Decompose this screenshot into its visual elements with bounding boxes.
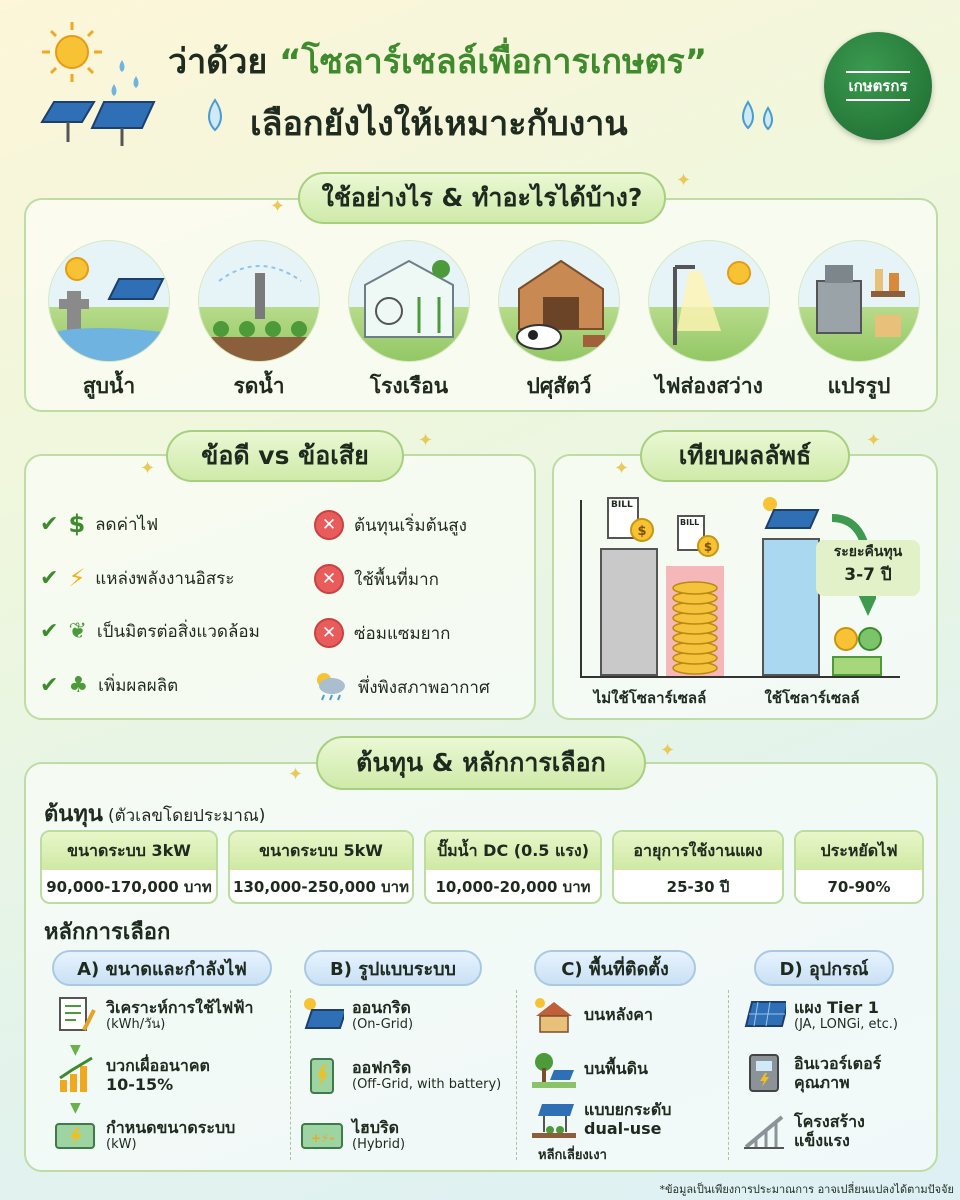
svg-text:+⚡-: +⚡-: [311, 1131, 335, 1145]
principle-sub: (kWh/วัน): [106, 1016, 166, 1032]
coin-icon: [832, 624, 886, 658]
principle-item: [300, 1116, 405, 1154]
sprouts-icon: ♣: [68, 673, 89, 698]
principle-col-title: B) รูปแบบระบบ: [304, 950, 482, 986]
principle-item: [532, 1100, 671, 1138]
use-greenhouse-image: [348, 240, 470, 362]
sparkle-icon: ✦: [866, 430, 882, 451]
cost-box-label: ปั๊มน้ำ DC (0.5 แรง): [426, 832, 600, 870]
principle-label: แผง Tier 1: [794, 997, 879, 1017]
cost-box: [40, 830, 218, 904]
use-label: รดน้ำ: [233, 374, 285, 398]
cost-box-label: ประหยัดไฟ: [796, 832, 922, 870]
principle-col-title: C) พื้นที่ติดตั้ง: [534, 950, 696, 986]
step-arrow-icon: ▼: [70, 1100, 81, 1116]
principle-label: แบบยกระดับ: [584, 1100, 672, 1119]
cost-box: [794, 830, 924, 904]
con-label: ต้นทุนเริ่มต้นสูง: [354, 515, 467, 536]
footnote: *ข้อมูลเป็นเพียงการประมาณการ อาจเปลี่ยนแปลงได้ตามปัจจัย: [659, 1183, 954, 1196]
use-water-pump-image: [48, 240, 170, 362]
principle-item: [300, 1056, 501, 1094]
bill-label: BILL: [611, 500, 633, 510]
principle-label: อินเวอร์เตอร์: [794, 1054, 882, 1073]
pro-label: แหล่งพลังงานอิสระ: [95, 568, 235, 589]
page-title-highlight: “โซลาร์เซลล์เพื่อการเกษตร”: [279, 42, 708, 82]
savings-bar: [832, 656, 882, 676]
principle-label: กำหนดขนาดระบบ: [106, 1117, 236, 1137]
bill-label: BILL: [680, 518, 700, 527]
solar-panel-icon: [742, 996, 786, 1034]
principle-sub: dual-use: [584, 1119, 662, 1139]
use-livestock-image: [498, 240, 620, 362]
sun-solar-panel-icon: [30, 20, 170, 150]
principle-label: บนพื้นดิน: [584, 1059, 648, 1079]
droplet-icon: [200, 96, 230, 140]
divider: [290, 990, 291, 1160]
principle-sub: (JA, LONGi, etc.): [794, 1016, 898, 1032]
sparkle-icon: ✦: [270, 196, 286, 217]
mounting-structure-icon: [742, 1112, 786, 1150]
pro-label: ลดค่าไฟ: [95, 514, 159, 535]
principle-item: [742, 996, 898, 1034]
x-icon: ✕: [314, 564, 344, 594]
use-street-light-image: [648, 240, 770, 362]
check-icon: ✔: [40, 511, 59, 537]
cost-heading: ต้นทุน & หลักการเลือก: [316, 736, 646, 790]
sparkle-icon: ✦: [676, 170, 692, 191]
principle-item: [742, 1112, 865, 1150]
principle-sub: (Hybrid): [352, 1136, 406, 1152]
principle-label: ออนกริด: [352, 997, 411, 1017]
page-title: ว่าด้วย “โซลาร์เซลล์เพื่อการเกษตร”: [168, 42, 708, 82]
use-label: ปศุสัตว์: [526, 374, 592, 398]
principle-item: [742, 1054, 881, 1092]
sparkle-icon: ✦: [660, 740, 676, 761]
principle-item: [300, 996, 413, 1034]
hybrid-battery-icon: [300, 1116, 344, 1154]
cost-box-value: 25-30 ปี: [666, 878, 730, 896]
principle-label: ออฟกริด: [352, 1057, 412, 1077]
con-item: [314, 618, 450, 648]
principle-sub: 10-15%: [106, 1075, 174, 1095]
plant-hand-icon: ❦: [68, 619, 87, 644]
coin-stack-icon: [670, 572, 720, 680]
page-subtitle: เลือกยังไงให้เหมาะกับงาน: [250, 104, 628, 144]
check-icon: ✔: [40, 565, 59, 591]
growth-chart-icon: [54, 1056, 98, 1094]
sparkle-icon: ✦: [418, 430, 434, 451]
cost-box-label: อายุการใช้งานแผง: [614, 832, 782, 870]
compare-heading: เทียบผลลัพธ์: [640, 430, 850, 482]
check-icon: ✔: [40, 673, 59, 698]
principle-item: [54, 1056, 210, 1094]
with-solar-label: ใช้โซลาร์เซลล์: [764, 689, 860, 707]
use-label: สูบน้ำ: [82, 374, 136, 398]
pro-label: เป็นมิตรต่อสิ่งแวดล้อม: [96, 622, 260, 642]
sun-panel-icon: [758, 494, 822, 538]
principle-sub: (kW): [106, 1136, 137, 1152]
avoid-shade-note: หลีกเลี่ยงเงา: [538, 1148, 607, 1163]
pro-item: [40, 618, 260, 645]
con-label: ซ่อมแซมยาก: [354, 623, 451, 644]
sparkle-icon: ✦: [140, 458, 156, 479]
svg-text:$: $: [637, 524, 647, 539]
principle-label: บวกเผื่ออนาคต: [106, 1056, 210, 1075]
x-icon: ✕: [314, 510, 344, 540]
cost-box-value: 70-90%: [827, 878, 891, 896]
cost-box: [612, 830, 784, 904]
step-arrow-icon: ▼: [70, 1042, 81, 1058]
weather-icon: [310, 668, 348, 707]
use-sprinkler-image: [198, 240, 320, 362]
without-solar-label: ไม่ใช้โซลาร์เซลล์: [593, 689, 707, 707]
sparkle-icon: ✦: [614, 458, 630, 479]
inverter-icon: [742, 1054, 786, 1092]
principle-label: โครงสร้าง: [794, 1112, 865, 1131]
use-processing-image: [798, 240, 920, 362]
payback-value: 3-7 ปี: [844, 565, 892, 585]
principle-label: ไฮบริด: [352, 1117, 399, 1137]
principle-sub: (Off-Grid, with battery): [352, 1076, 502, 1092]
pro-item: [40, 672, 178, 699]
header-illustration: [30, 20, 170, 150]
use-label: แปรรูป: [827, 374, 891, 398]
principle-col-title: A) ขนาดและกำลังไฟ: [52, 950, 272, 986]
cost-box-label: ขนาดระบบ 3kW: [42, 832, 216, 870]
dollar-icon: $: [68, 510, 86, 538]
battery-icon: [54, 1116, 98, 1154]
principle-sub: คุณภาพ: [794, 1073, 850, 1093]
house-roof-icon: [532, 996, 576, 1034]
droplet-icon: [734, 96, 780, 146]
with-solar-bar: [762, 538, 820, 676]
principle-item: [532, 996, 653, 1034]
battery-icon: [300, 1056, 344, 1094]
con-label: พึ่งพิงสภาพอากาศ: [358, 678, 490, 698]
principle-label: วิเคราะห์การใช้ไฟฟ้า: [106, 997, 254, 1017]
proscons-heading: ข้อดี vs ข้อเสีย: [166, 430, 404, 482]
notepad-icon: [54, 996, 98, 1034]
solar-panel-icon: [300, 996, 344, 1034]
cost-subheading: ต้นทุน (ตัวเลขโดยประมาณ): [44, 802, 266, 827]
con-label: ใช้พื้นที่มาก: [354, 569, 439, 590]
cost-note: (ตัวเลขโดยประมาณ): [107, 806, 266, 826]
payback-label: ระยะคืนทุน: [833, 544, 903, 560]
pro-item: [40, 564, 234, 592]
use-label: ไฟส่องสว่าง: [655, 374, 763, 398]
check-icon: ✔: [40, 619, 59, 644]
pro-item: [40, 510, 158, 538]
principle-item: [532, 1050, 648, 1088]
ground-panel-icon: [532, 1050, 576, 1088]
cost-box-value: 130,000-250,000 บาท: [233, 878, 409, 896]
x-icon: ✕: [314, 618, 344, 648]
payback-box: [816, 540, 920, 596]
no-solar-bar: [600, 548, 658, 676]
principle-item: [54, 1116, 235, 1154]
principles-heading: หลักการเลือก: [44, 920, 171, 945]
use-label: โรงเรือน: [369, 374, 449, 398]
sparkle-icon: ✦: [288, 764, 304, 785]
svg-text:$: $: [703, 540, 713, 554]
cost-box-value: 90,000-170,000 บาท: [46, 878, 212, 896]
con-item: [310, 668, 490, 707]
con-item: [314, 510, 467, 540]
brand-logo[interactable]: เกษตรกร: [824, 32, 932, 140]
divider: [516, 990, 517, 1160]
cost-box: [424, 830, 602, 904]
divider: [728, 990, 729, 1160]
principle-item: [54, 996, 254, 1034]
cost-box-label: ขนาดระบบ 5kW: [230, 832, 412, 870]
cost-box: [228, 830, 414, 904]
principle-sub: แข็งแรง: [794, 1131, 850, 1151]
principle-label: บนหลังคา: [584, 1005, 653, 1025]
lightning-icon: ⚡: [68, 564, 86, 592]
elevated-panel-icon: [532, 1100, 576, 1138]
cost-box-value: 10,000-20,000 บาท: [435, 878, 591, 896]
pro-label: เพิ่มผลผลิต: [98, 676, 179, 696]
con-item: [314, 564, 439, 594]
principle-sub: (On-Grid): [352, 1016, 414, 1032]
uses-heading: ใช้อย่างไร & ทำอะไรได้บ้าง?: [298, 172, 666, 224]
principle-col-title: D) อุปกรณ์: [754, 950, 894, 986]
